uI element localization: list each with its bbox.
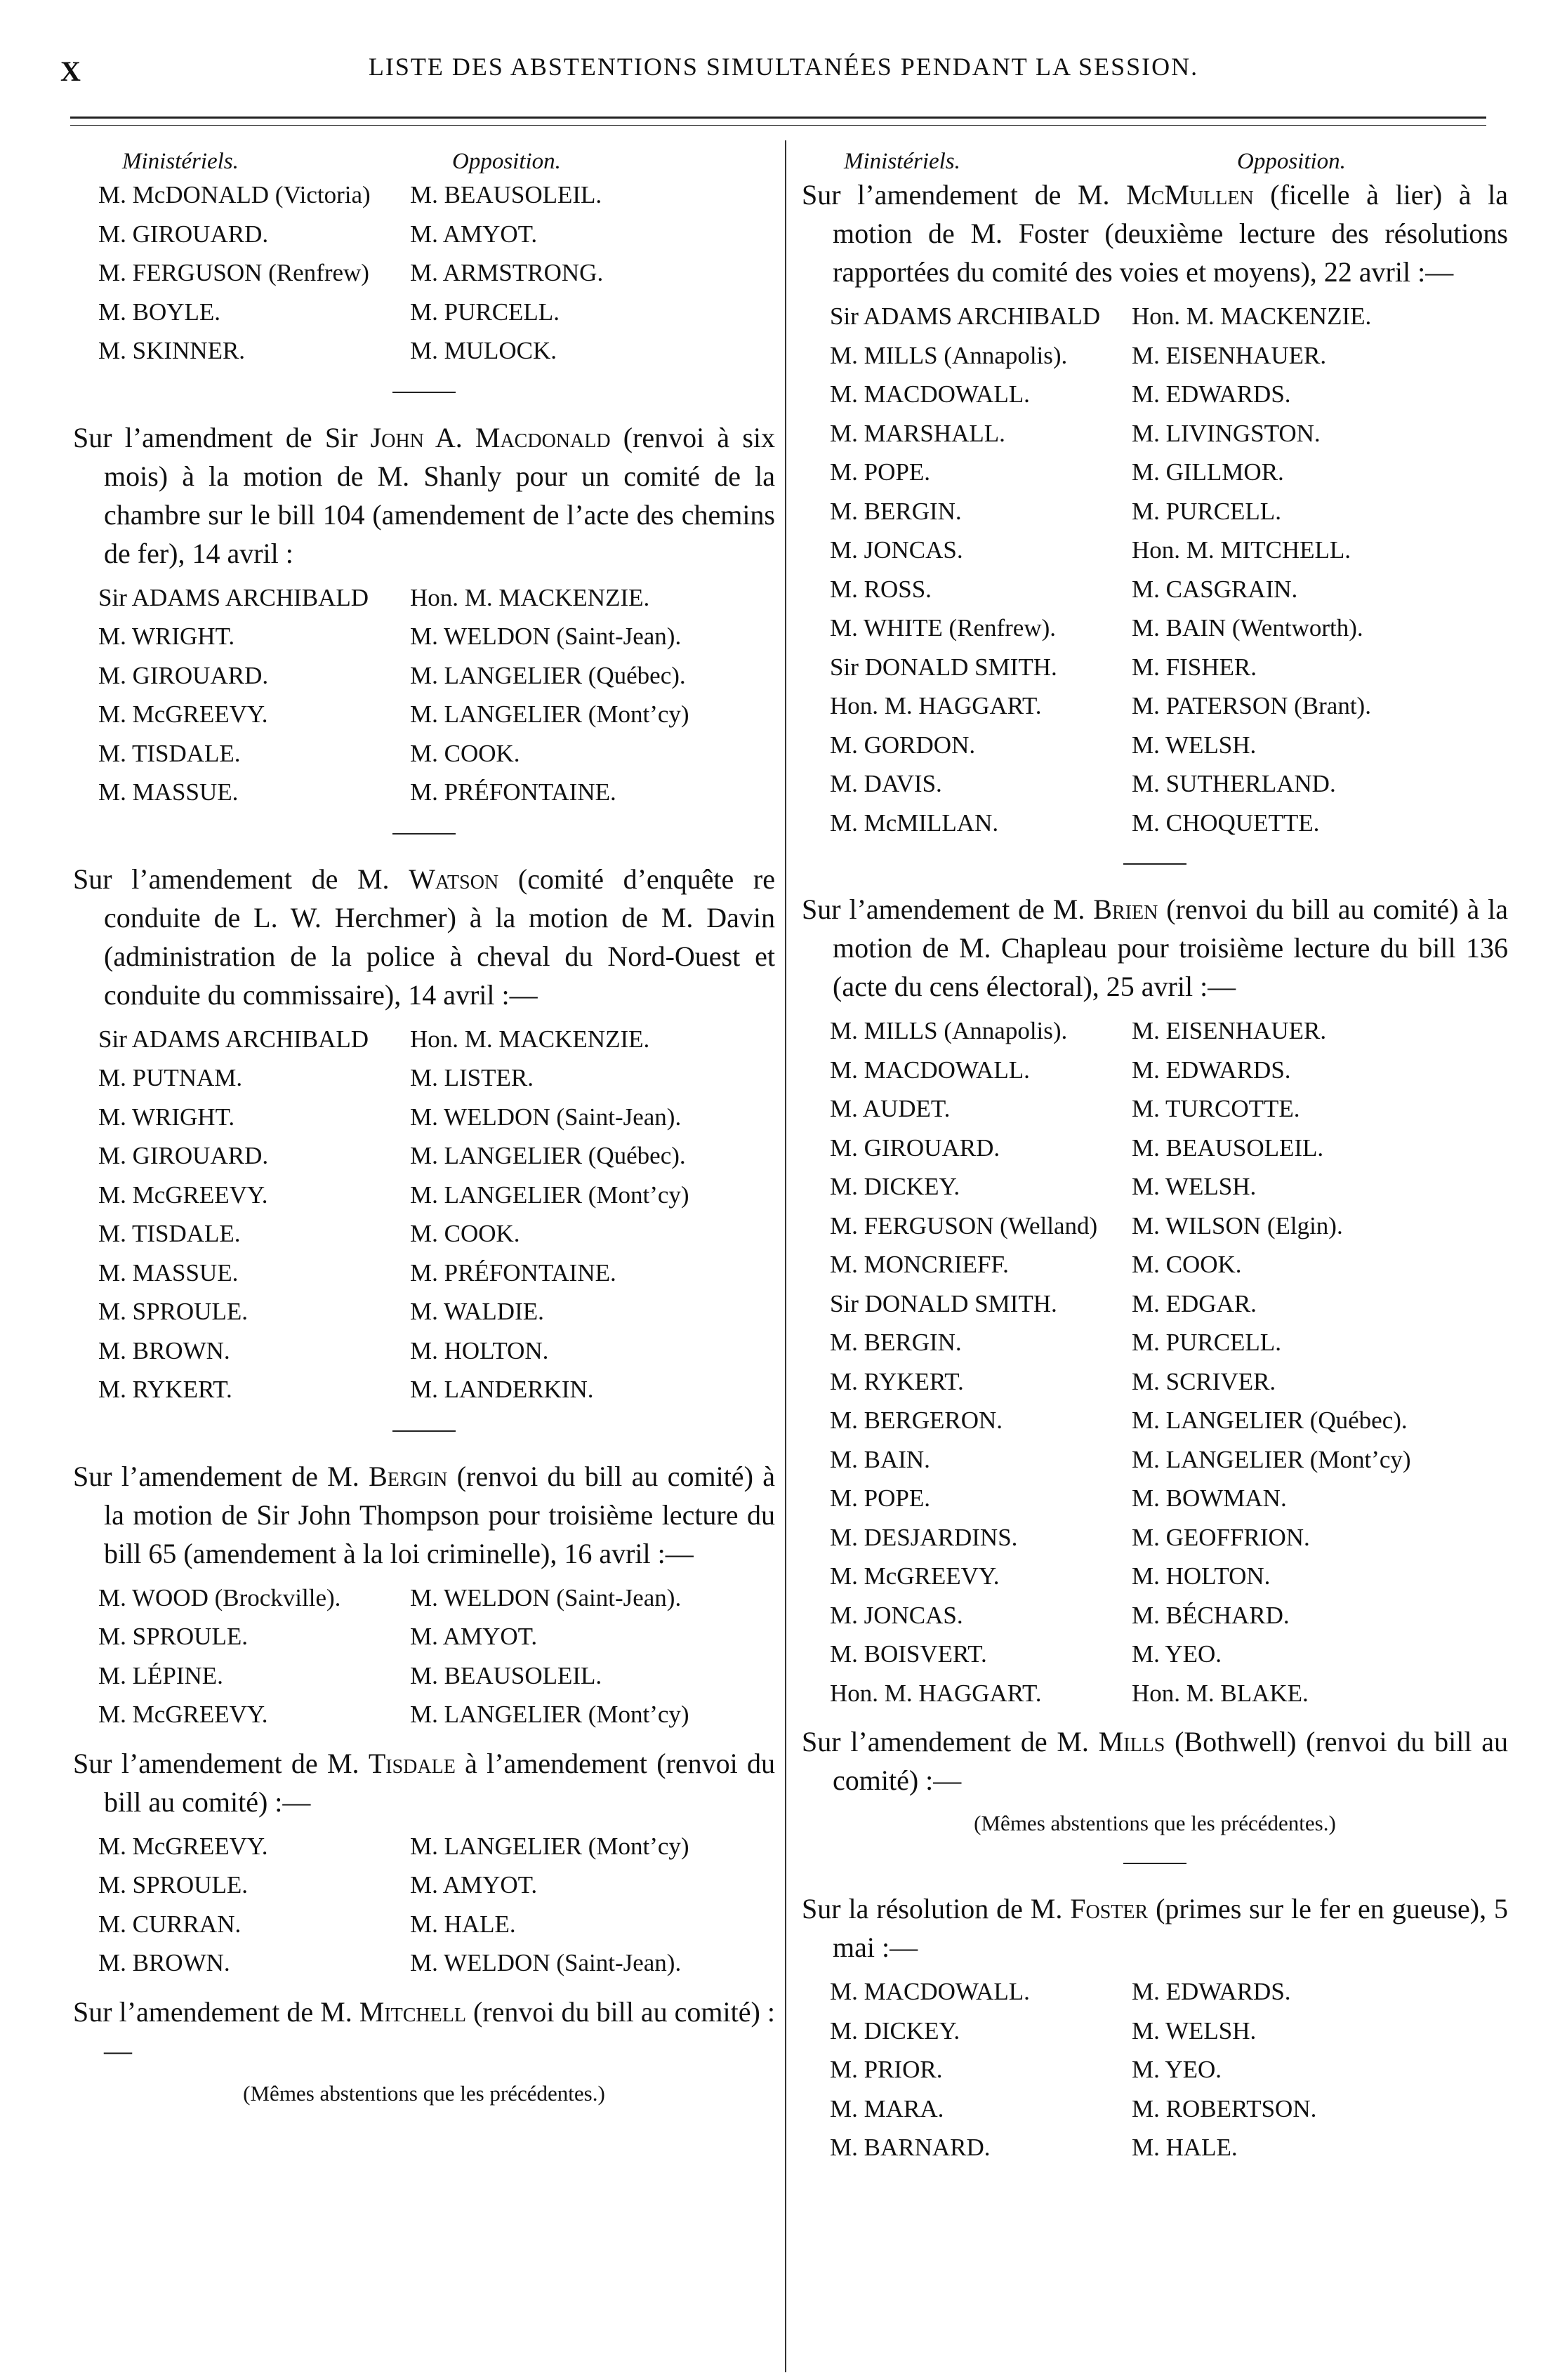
section-separator	[392, 1430, 456, 1432]
ministeriel-name: M. DESJARDINS.	[830, 1523, 1018, 1551]
left-column	[73, 139, 775, 2112]
opposition-name: M. HOLTON.	[1132, 1562, 1271, 1590]
ministeriel-name: M. GIROUARD.	[830, 1134, 1000, 1162]
abstention-pair	[802, 336, 1508, 375]
ministeriel-name: M. MARSHALL.	[830, 419, 1005, 447]
opposition-name: M. LIVINGSTON.	[1132, 419, 1321, 447]
abstention-pair	[802, 1972, 1508, 2012]
abstention-pair	[73, 293, 775, 332]
abstention-pair	[73, 1292, 775, 1331]
abstention-pair	[73, 578, 775, 618]
ministeriel-name: M. SPROULE.	[98, 1623, 248, 1650]
opposition-name: M. HOLTON.	[410, 1336, 549, 1364]
abstention-pair	[802, 297, 1508, 336]
ministeriel-name: M. GIROUARD.	[98, 220, 269, 248]
vote-section	[802, 1722, 1508, 1842]
abstention-pair	[802, 1167, 1508, 1206]
ministeriel-name: M. POPE.	[830, 1484, 930, 1512]
opposition-name: M. EDWARDS.	[1132, 1978, 1291, 2005]
ministeriel-name: M. JONCAS.	[830, 536, 963, 564]
abstention-pair	[73, 1905, 775, 1944]
ministeriel-name: Sir ADAMS ARCHIBALD	[830, 303, 1101, 330]
vote-section	[73, 860, 775, 1409]
abstention-pair	[73, 215, 775, 254]
ministeriel-name: M. McGREEVY.	[98, 700, 268, 728]
ministeriel-name: M. MACDOWALL.	[830, 380, 1030, 408]
ministeriel-name: M. PRIOR.	[830, 2056, 943, 2083]
section-intro	[802, 1722, 1508, 1800]
ministeriel-name: M. FERGUSON (Renfrew)	[98, 259, 369, 286]
opposition-name: M. YEO.	[1132, 2056, 1222, 2083]
ministeriel-name: M. McGREEVY.	[98, 1181, 268, 1209]
section-separator	[392, 392, 456, 393]
opposition-name: M. HALE.	[410, 1910, 516, 1938]
section-gap	[73, 1734, 775, 1744]
abstention-pair	[802, 375, 1508, 414]
section-separator	[1123, 1863, 1186, 1864]
opposition-name: M. BÉCHARD.	[1132, 1601, 1290, 1629]
same-abstentions-note: (Mêmes abstentions que les précédentes.)	[243, 2080, 605, 2106]
ministeriel-name: M. MARA.	[830, 2094, 944, 2122]
opposition-name: M. LANGELIER (Québec).	[410, 661, 686, 689]
abstention-pair	[802, 1089, 1508, 1129]
ministeriel-name: M. WOOD (Brockville).	[98, 1583, 341, 1611]
opposition-name: M. WELSH.	[1132, 1173, 1257, 1200]
opposition-name: M. FISHER.	[1132, 653, 1257, 681]
abstention-pair	[802, 2089, 1508, 2129]
abstention-pair	[802, 804, 1508, 843]
abstention-pair	[73, 1695, 775, 1734]
ministeriel-name: M. BAIN.	[830, 1445, 930, 1473]
mover-name: Tisdale	[368, 1747, 456, 1779]
opposition-name: M. EISENHAUER.	[1132, 341, 1327, 369]
abstention-pair	[802, 726, 1508, 765]
ministeriel-name: M. JONCAS.	[830, 1601, 963, 1629]
opposition-name: M. WILSON (Elgin).	[1132, 1211, 1343, 1239]
intro-text: Sur l’amendement de M.	[73, 863, 409, 895]
section-intro	[73, 1993, 775, 2070]
abstention-pair	[802, 1518, 1508, 1557]
abstention-pair	[73, 1656, 775, 1696]
intro-text: Sur l’amendement de M.	[73, 1460, 369, 1492]
header-rule-thin	[70, 125, 1486, 126]
intro-text: Sur l’amendement de M.	[73, 1747, 369, 1779]
ministeriel-name: M. MASSUE.	[98, 1258, 239, 1287]
abstention-pair	[802, 1479, 1508, 1518]
abstention-pair	[802, 1011, 1508, 1051]
ministeriel-name: M. GIROUARD.	[98, 661, 269, 689]
opposition-name: Hon. M. MACKENZIE.	[1132, 303, 1372, 330]
opposition-name: M. ROBERTSON.	[1132, 2094, 1317, 2122]
abstention-pair	[802, 1206, 1508, 1246]
ministeriel-name: M. BOISVERT.	[830, 1640, 987, 1668]
abstention-pair	[802, 1284, 1508, 1324]
section-intro	[73, 418, 775, 573]
abstention-pair	[73, 1254, 775, 1293]
abstention-pair	[73, 1578, 775, 1618]
intro-text: (Bothwell) (renvoi du bill au comité) :—	[833, 1726, 1508, 1796]
ministeriel-name: M. SKINNER.	[98, 337, 246, 364]
opposition-name: M. MULOCK.	[410, 337, 557, 364]
vote-section	[802, 175, 1508, 842]
abstention-pair	[802, 1635, 1508, 1674]
abstention-pair	[802, 686, 1508, 726]
opposition-name: M. AMYOT.	[410, 1871, 538, 1899]
abstention-pair	[73, 1098, 775, 1137]
ministeriel-name: M. McGREEVY.	[830, 1562, 1000, 1590]
abstention-pair	[802, 531, 1508, 570]
opposition-name: M. WALDIE.	[410, 1298, 544, 1325]
ministeriel-name: Hon. M. HAGGART.	[830, 692, 1042, 719]
abstention-pair	[802, 1362, 1508, 1402]
opposition-name: M. WELDON (Saint-Jean).	[410, 1583, 682, 1611]
abstention-pair	[802, 1674, 1508, 1713]
header-ministeriels: Ministériels.	[122, 149, 239, 174]
ministeriel-name: M. WRIGHT.	[98, 623, 235, 650]
vote-section	[73, 1993, 775, 2112]
opposition-name: M. LANGELIER (Mont’cy)	[410, 700, 689, 728]
ministeriel-name: M. PUTNAM.	[98, 1064, 243, 1091]
opposition-name: M. ARMSTRONG.	[410, 259, 604, 286]
ministeriel-name: M. BROWN.	[98, 1336, 230, 1364]
ministeriel-name: M. BOYLE.	[98, 298, 221, 326]
ministeriel-name: M. DAVIS.	[830, 770, 942, 797]
opposition-name: M. CHOQUETTE.	[1132, 809, 1320, 837]
abstention-pair	[73, 1617, 775, 1656]
ministeriel-name: M. MACDOWALL.	[830, 1978, 1030, 2005]
ministeriel-name: M. MONCRIEFF.	[830, 1251, 1009, 1278]
abstention-pair	[802, 492, 1508, 531]
header-opposition: Opposition.	[1237, 149, 1346, 174]
opposition-name: M. CASGRAIN.	[1132, 575, 1298, 603]
ministeriel-name: M. DICKEY.	[830, 1173, 960, 1200]
section-intro	[802, 175, 1508, 291]
ministeriel-name: Sir DONALD SMITH.	[830, 1289, 1057, 1317]
opposition-name: M. LANGELIER (Mont’cy)	[410, 1181, 689, 1209]
opposition-name: M. WELDON (Saint-Jean).	[410, 1103, 682, 1131]
opposition-name: M. EDGAR.	[1132, 1289, 1257, 1317]
opposition-name: M. BEAUSOLEIL.	[410, 181, 602, 208]
opposition-name: M. WELDON (Saint-Jean).	[410, 623, 682, 650]
opposition-name: M. SCRIVER.	[1132, 1367, 1276, 1395]
section-gap	[802, 1713, 1508, 1722]
section-intro	[73, 1457, 775, 1573]
abstention-pair	[802, 1245, 1508, 1284]
ministeriel-name: M. GIROUARD.	[98, 1142, 269, 1169]
running-title: LISTE DES ABSTENTIONS SIMULTANÉES PENDANT LA SESSION.	[368, 53, 1199, 81]
abstention-pair	[802, 609, 1508, 648]
vote-section	[73, 1457, 775, 1734]
mover-name: Bergin	[369, 1460, 448, 1492]
intro-text: (renvoi du bill au comité) à la motion de M. Chapleau pour troisième lecture du bill 136 (acte du cens électoral), 25 avril :—	[833, 893, 1508, 1002]
ministeriel-name: M. MILLS (Annapolis).	[830, 1017, 1068, 1044]
abstention-pair	[73, 695, 775, 734]
opposition-name: M. BEAUSOLEIL.	[410, 1661, 602, 1689]
abstention-pair	[73, 1214, 775, 1254]
opposition-name: M. BAIN (Wentworth).	[1132, 614, 1363, 641]
opposition-name: M. PATERSON (Brant).	[1132, 692, 1371, 719]
ministeriel-name: M. WHITE (Renfrew).	[830, 614, 1057, 641]
vote-section	[73, 175, 775, 371]
ministeriel-name: M. BERGIN.	[830, 1329, 962, 1356]
opposition-name: M. LANGELIER (Mont’cy)	[1132, 1445, 1411, 1473]
abstention-pair	[73, 253, 775, 293]
ministeriel-name: Sir ADAMS ARCHIBALD	[98, 1025, 369, 1053]
ministeriel-name: M. MACDOWALL.	[830, 1056, 1030, 1084]
opposition-name: M. COOK.	[410, 739, 520, 767]
ministeriel-name: M. McGREEVY.	[98, 1832, 268, 1860]
ministeriel-name: M. LÉPINE.	[98, 1661, 223, 1689]
ministeriel-name: M. ROSS.	[830, 575, 932, 603]
abstention-pair	[802, 2012, 1508, 2051]
abstention-pair	[802, 2128, 1508, 2167]
opposition-name: M. SUTHERLAND.	[1132, 770, 1336, 797]
abstention-pair	[73, 1331, 775, 1371]
abstention-pair	[802, 764, 1508, 804]
ministeriel-name: M. AUDET.	[830, 1095, 951, 1122]
opposition-name: M. PRÉFONTAINE.	[410, 1258, 616, 1287]
right-column	[802, 139, 1508, 2167]
mover-name: John A. Macdonald	[370, 421, 611, 453]
opposition-name: M. GEOFFRION.	[1132, 1523, 1310, 1551]
opposition-name: M. WELSH.	[1132, 731, 1257, 759]
abstention-pair	[73, 1176, 775, 1215]
abstention-pair	[802, 1051, 1508, 1090]
abstention-pair	[73, 617, 775, 656]
section-intro	[73, 860, 775, 1014]
opposition-name: M. LANGELIER (Mont’cy)	[410, 1701, 689, 1728]
opposition-name: M. TURCOTTE.	[1132, 1095, 1300, 1122]
opposition-name: M. PRÉFONTAINE.	[410, 778, 616, 806]
intro-text: (primes sur le fer en gueuse), 5 mai :—	[833, 1893, 1509, 1963]
opposition-name: Hon. M. MACKENZIE.	[410, 1025, 650, 1053]
abstention-pair	[73, 656, 775, 696]
opposition-name: M. WELSH.	[1132, 2016, 1257, 2045]
vote-section	[73, 1744, 775, 1983]
abstention-pair	[802, 648, 1508, 687]
opposition-name: M. PURCELL.	[410, 298, 560, 326]
abstention-pair	[802, 1323, 1508, 1362]
ministeriel-name: M. TISDALE.	[98, 739, 241, 767]
intro-text: (ficelle à lier) à la motion de M. Foster (deuxième lecture des résolutions rapportées du comité des voies et moyens), 22 avril :—	[833, 179, 1508, 288]
page-header	[0, 0, 1567, 140]
abstention-pair	[73, 1943, 775, 1983]
intro-text: à l’amendement (renvoi du bill au comité) :—	[104, 1747, 775, 1818]
ministeriel-name: M. TISDALE.	[98, 1220, 241, 1247]
ministeriel-name: M. WRIGHT.	[98, 1103, 235, 1131]
abstention-pair	[73, 773, 775, 812]
opposition-name: M. BEAUSOLEIL.	[1132, 1134, 1324, 1162]
vote-section	[802, 1889, 1508, 2167]
abstention-pair	[73, 1136, 775, 1176]
intro-text: Sur l’amendment de Sir	[73, 421, 371, 453]
abstention-pair	[802, 1440, 1508, 1480]
ministeriel-name: M. McGREEVY.	[98, 1701, 268, 1728]
abstention-pair	[73, 175, 775, 215]
abstention-pair	[73, 1370, 775, 1409]
mover-name: Watson	[409, 863, 499, 895]
abstention-pair	[73, 734, 775, 773]
same-abstentions-note: (Mêmes abstentions que les précédentes.)	[974, 1811, 1336, 1835]
ministeriel-name: M. McMILLAN.	[830, 809, 999, 837]
ministeriel-name: M. RYKERT.	[830, 1367, 964, 1395]
opposition-name: M. BOWMAN.	[1132, 1484, 1287, 1512]
opposition-name: M. COOK.	[1132, 1251, 1242, 1278]
ministeriel-name: M. BROWN.	[98, 1949, 230, 1976]
section-separator	[1123, 863, 1186, 865]
section-intro	[802, 1889, 1508, 1967]
mover-name: Brien	[1093, 893, 1158, 925]
opposition-name: Hon. M. MITCHELL.	[1132, 536, 1351, 564]
ministeriel-name: M. FERGUSON (Welland)	[830, 1211, 1098, 1239]
abstention-pair	[802, 2050, 1508, 2089]
opposition-name: M. PURCELL.	[1132, 1329, 1281, 1356]
opposition-name: M. COOK.	[410, 1220, 520, 1247]
opposition-name: M. EISENHAUER.	[1132, 1017, 1327, 1044]
page-number: X	[60, 55, 81, 87]
section-intro	[73, 1744, 775, 1821]
opposition-name: M. LANGELIER (Québec).	[1132, 1407, 1408, 1434]
opposition-name: M. WELDON (Saint-Jean).	[410, 1949, 682, 1976]
abstention-pair	[73, 331, 775, 371]
ministeriel-name: Hon. M. HAGGART.	[830, 1679, 1042, 1707]
abstention-pair	[73, 1827, 775, 1866]
intro-text: Sur l’amendement de M.	[802, 893, 1094, 925]
ministeriel-name: Sir DONALD SMITH.	[830, 653, 1057, 681]
opposition-name: M. AMYOT.	[410, 220, 538, 248]
opposition-name: M. LANDERKIN.	[410, 1376, 594, 1403]
ministeriel-name: M. MILLS (Annapolis).	[830, 341, 1068, 369]
opposition-name: Hon. M. MACKENZIE.	[410, 583, 650, 611]
ministeriel-name: M. RYKERT.	[98, 1376, 232, 1403]
abstention-pair	[73, 1866, 775, 1905]
intro-text: Sur la résolution de M.	[802, 1893, 1071, 1924]
header-rule	[70, 117, 1486, 119]
ministeriel-name: M. BERGERON.	[830, 1407, 1003, 1434]
opposition-name: M. GILLMOR.	[1132, 458, 1284, 486]
opposition-name: M. HALE.	[1132, 2134, 1238, 2161]
section-gap	[73, 1983, 775, 1993]
column-headers	[73, 139, 775, 175]
abstention-pair	[73, 1058, 775, 1098]
abstention-pair	[802, 1557, 1508, 1596]
mover-name: McMullen	[1126, 179, 1254, 211]
mover-name: Mitchell	[359, 1995, 466, 2028]
abstention-pair	[802, 1129, 1508, 1168]
section-intro	[802, 890, 1508, 1006]
ministeriel-name: Sir ADAMS ARCHIBALD	[98, 583, 369, 611]
ministeriel-name: M. CURRAN.	[98, 1910, 242, 1938]
opposition-name: M. LANGELIER (Mont’cy)	[410, 1832, 689, 1860]
intro-text: (renvoi à six mois) à la motion de M. Shanly pour un comité de la chambre sur le bill 104 (amendement de l’acte des chemins de fer), 14 avril :	[104, 421, 775, 569]
vote-section	[73, 418, 775, 812]
mover-name: Mills	[1098, 1726, 1165, 1757]
opposition-name: Hon. M. BLAKE.	[1132, 1679, 1309, 1707]
ministeriel-name: M. BERGIN.	[830, 497, 962, 525]
ministeriel-name: M. BARNARD.	[830, 2134, 991, 2161]
vote-section	[802, 890, 1508, 1713]
intro-text: (renvoi du bill au comité) :—	[104, 1995, 775, 2066]
opposition-name: M. LANGELIER (Québec).	[410, 1142, 686, 1169]
opposition-name: M. LISTER.	[410, 1064, 534, 1091]
opposition-name: M. PURCELL.	[1132, 497, 1281, 525]
ministeriel-name: M. MASSUE.	[98, 778, 239, 806]
abstention-pair	[802, 1401, 1508, 1440]
opposition-name: M. YEO.	[1132, 1640, 1222, 1668]
intro-text: (renvoi du bill au comité) à la motion de Sir John Thompson pour troisième lecture du bill 65 (amendement à la loi criminelle), 16 avril :—	[104, 1460, 775, 1569]
column-headers	[802, 139, 1508, 175]
ministeriel-name: M. McDONALD (Victoria)	[98, 181, 371, 208]
header-ministeriels: Ministériels.	[844, 149, 960, 174]
ministeriel-name: M. SPROULE.	[98, 1871, 248, 1899]
header-opposition: Opposition.	[452, 149, 561, 174]
intro-text: Sur l’amendement de M.	[802, 1726, 1099, 1757]
abstention-pair	[802, 1596, 1508, 1635]
opposition-name: M. EDWARDS.	[1132, 1056, 1291, 1084]
intro-text: Sur l’amendement de M.	[73, 1995, 359, 2028]
column-divider	[785, 140, 786, 2372]
abstention-pair	[802, 414, 1508, 453]
abstention-pair	[73, 1020, 775, 1059]
abstention-pair	[802, 453, 1508, 492]
ministeriel-name: M. DICKEY.	[830, 2016, 960, 2045]
ministeriel-name: M. GORDON.	[830, 731, 976, 759]
section-separator	[392, 833, 456, 835]
mover-name: Foster	[1070, 1893, 1149, 1924]
abstention-pair	[802, 570, 1508, 609]
opposition-name: M. EDWARDS.	[1132, 380, 1291, 408]
intro-text: (comité d’enquête re conduite de L. W. Herchmer) à la motion de M. Davin (administration de la police à cheval du Nord-Ouest et conduite du commissaire), 14 avril :—	[104, 863, 775, 1011]
opposition-name: M. AMYOT.	[410, 1623, 538, 1650]
ministeriel-name: M. SPROULE.	[98, 1298, 248, 1325]
intro-text: Sur l’amendement de M.	[802, 179, 1127, 211]
ministeriel-name: M. POPE.	[830, 458, 930, 486]
